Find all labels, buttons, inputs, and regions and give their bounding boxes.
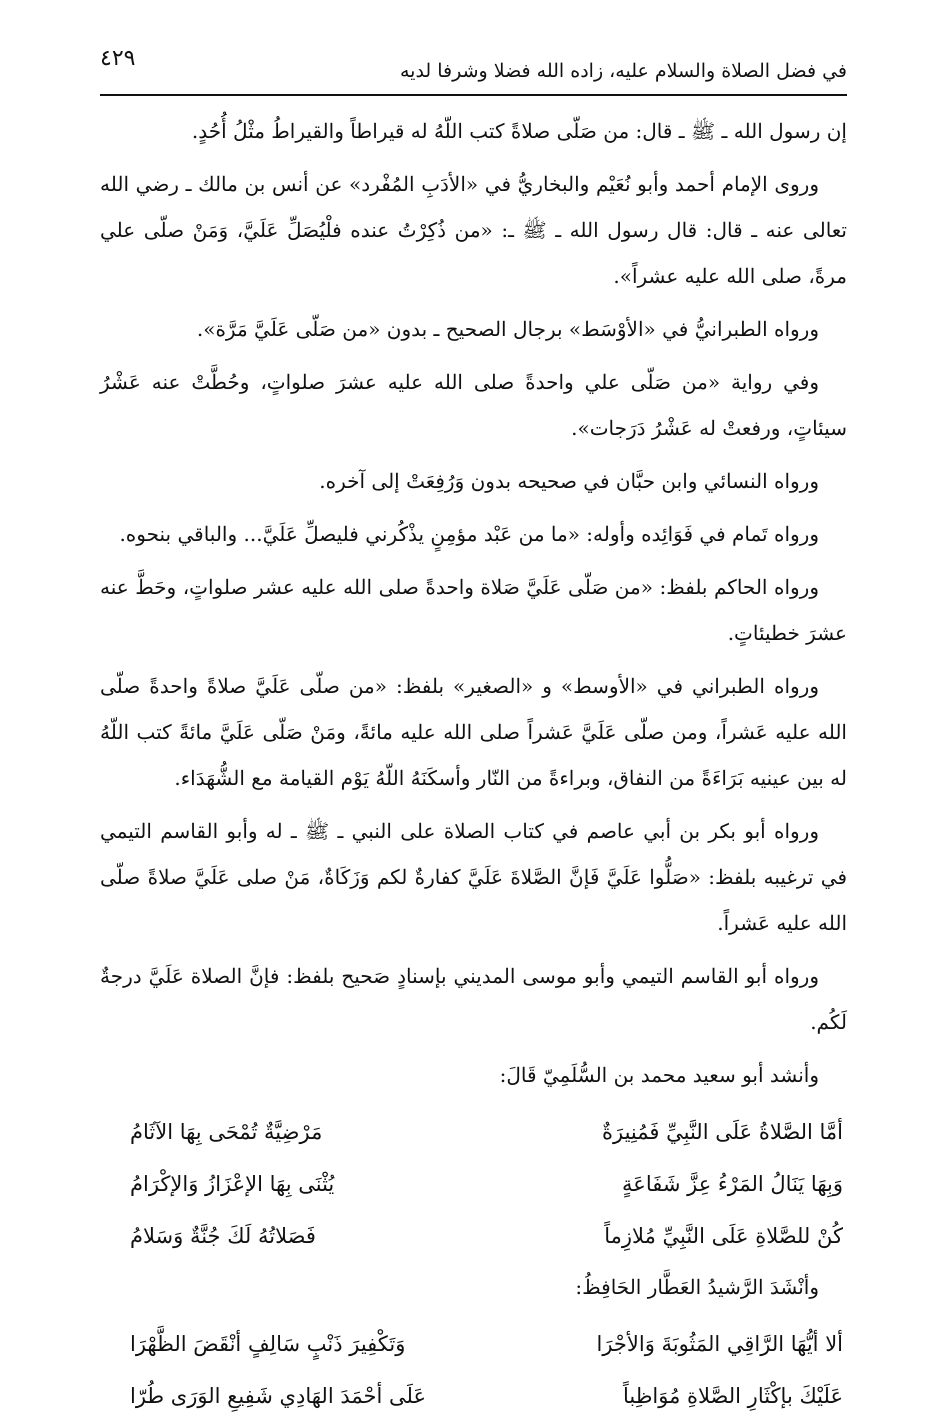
verse-second-half: فَصَلاتُهُ لَكَ جُنَّةٌ وَسَلامُ [130, 1224, 316, 1248]
paragraph: ورواه الحاكم بلفظ: «من صَلّى عَلَيَّ صَلاة واحدةً صلى الله عليه عشر صلواتٍ، وحَطَّ عنه عشرَ خطيئاتٍ. [100, 575, 847, 645]
poem-intro: وأنْشَدَ الرَّشيدُ العَطَّار الحَافِظُ: [575, 1275, 819, 1299]
paragraph: وفي رواية «من صَلّى علي واحدةً صلى الله عليه عشرَ صلواتٍ، وحُطَّتْ عنه عَشْرُ سيئاتٍ، ورفعتْ له عَشْرُ دَرَجات». [100, 370, 847, 440]
paragraph: ورواه النسائي وابن حبَّان في صحيحه بدون وَرُفِعَتْ إلى آخره. [319, 469, 819, 493]
verse-second-half: وَتَكْفِيرَ ذَنْبٍ سَالِفٍ أنْقَضَ الظَّهْرَا [130, 1332, 406, 1356]
paragraph: إن رسول الله ـ ﷺ ـ قال: من صَلّى صلاةً كتب اللّهُ له قيراطاً والقيراطُ مثْلُ أُحُدٍ. [191, 119, 847, 143]
verse-second-half: عَلَى أحْمَدَ الهَادِي شَفِيعِ الوَرَى طُرّا [130, 1384, 426, 1408]
running-header [100, 40, 847, 90]
paragraph: ورواه الطبرانيُّ في «الأوْسَط» برجال الصحيح ـ بدون «من صَلّى عَلَيَّ مَرَّة». [196, 317, 819, 341]
verse-line [100, 1370, 847, 1422]
verse-second-half: يُثْنَى بِهَا الإعْزَازُ وَالإكْرَامُ [130, 1172, 335, 1196]
page-number: ٤٢٩ [100, 46, 136, 71]
poem-intro: وأنشد أبو سعيد محمد بن السُّلَمِيّ قَالَ: [499, 1063, 819, 1087]
verse-first-half: وَبِهَا يَنَالُ المَرْءُ عِزَّ شَفَاعَةٍ [622, 1172, 843, 1196]
paragraph: وروى الإمام أحمد وأبو نُعَيْم والبخاريُّ في «الأدَبِ المُفْرد» عن أنس بن مالك ـ رضي الله تعالى عنه ـ قال: قال رسول الله ـ ﷺ ـ: «من ذُكِرْتُ عنده فلْيُصَلِّ عَلَيَّ، وَمَنْ صلّى علي مرةً، صلى الله عليه عشراً». [100, 172, 847, 288]
verse-first-half: ألا أيُّهَا الرَّاقِي المَثُوبَةَ وَالأجْرَا [596, 1332, 843, 1356]
verse-first-half: عَلَيْكَ بإكْثَارِ الصَّلاةِ مُوَاظِباً [622, 1384, 843, 1408]
paragraph: ورواه أبو القاسم التيمي وأبو موسى المديني بإسنادٍ صَحيح بلفظ: فإنَّ الصلاة عَلَيَّ درجةٌ لَكُم. [100, 964, 847, 1034]
page-body [100, 108, 847, 1422]
verse-first-half: كُنْ للصَّلاةِ عَلَى النَّبِيِّ مُلازِماً [604, 1224, 843, 1248]
verse-second-half: مَرْضِيَّةٌ تُمْحَى بِهَا الآثَامُ [130, 1120, 323, 1144]
paragraph: ورواه الطبراني في «الأوسط» و «الصغير» بلفظ: «من صلّى عَلَيَّ صلاةً واحدةً صلّى الله عليه عَشراً، ومن صلّى عَلَيَّ عَشراً صلى الله عليه مائةً، ومَنْ صَلّى عَلَيَّ مائةً كتب اللّهُ له بين عينيه بَرَاءَةً من النفاق، وبراءةً من النّار وأسكَنَهُ اللّهُ يَوْم القيامة مع الشُّهَدَاء. [100, 674, 847, 790]
verse-first-half: أمَّا الصَّلاةُ عَلَى النَّبِيِّ فَمُنِيرَةٌ [602, 1120, 843, 1144]
header-title: في فضل الصلاة والسلام عليه، زاده الله فضلا وشرفا لديه [399, 60, 847, 82]
paragraph: ورواه أبو بكر بن أبي عاصم في كتاب الصلاة على النبي ـ ﷺ ـ له وأبو القاسم التيمي في ترغيبه بلفظ: «صَلُّوا عَلَيَّ فَإنَّ الصَّلاةَ عَلَيَّ كفارةٌ لكم وَزَكَاةٌ، مَنْ صلى عَلَيَّ صلاةً صلّى الله عليه عَشراً. [100, 819, 847, 935]
verse-line [100, 1318, 847, 1370]
verse-line [100, 1106, 847, 1158]
verse-line [100, 1158, 847, 1210]
paragraph: ورواه تَمام في فَوَائِده وأوله: «ما من عَبْد مؤمِنٍ يذْكُرني فليصلِّ عَلَيَّ... والباقي بنحوه. [119, 522, 819, 546]
header-rule [100, 94, 847, 96]
verse-line [100, 1210, 847, 1262]
